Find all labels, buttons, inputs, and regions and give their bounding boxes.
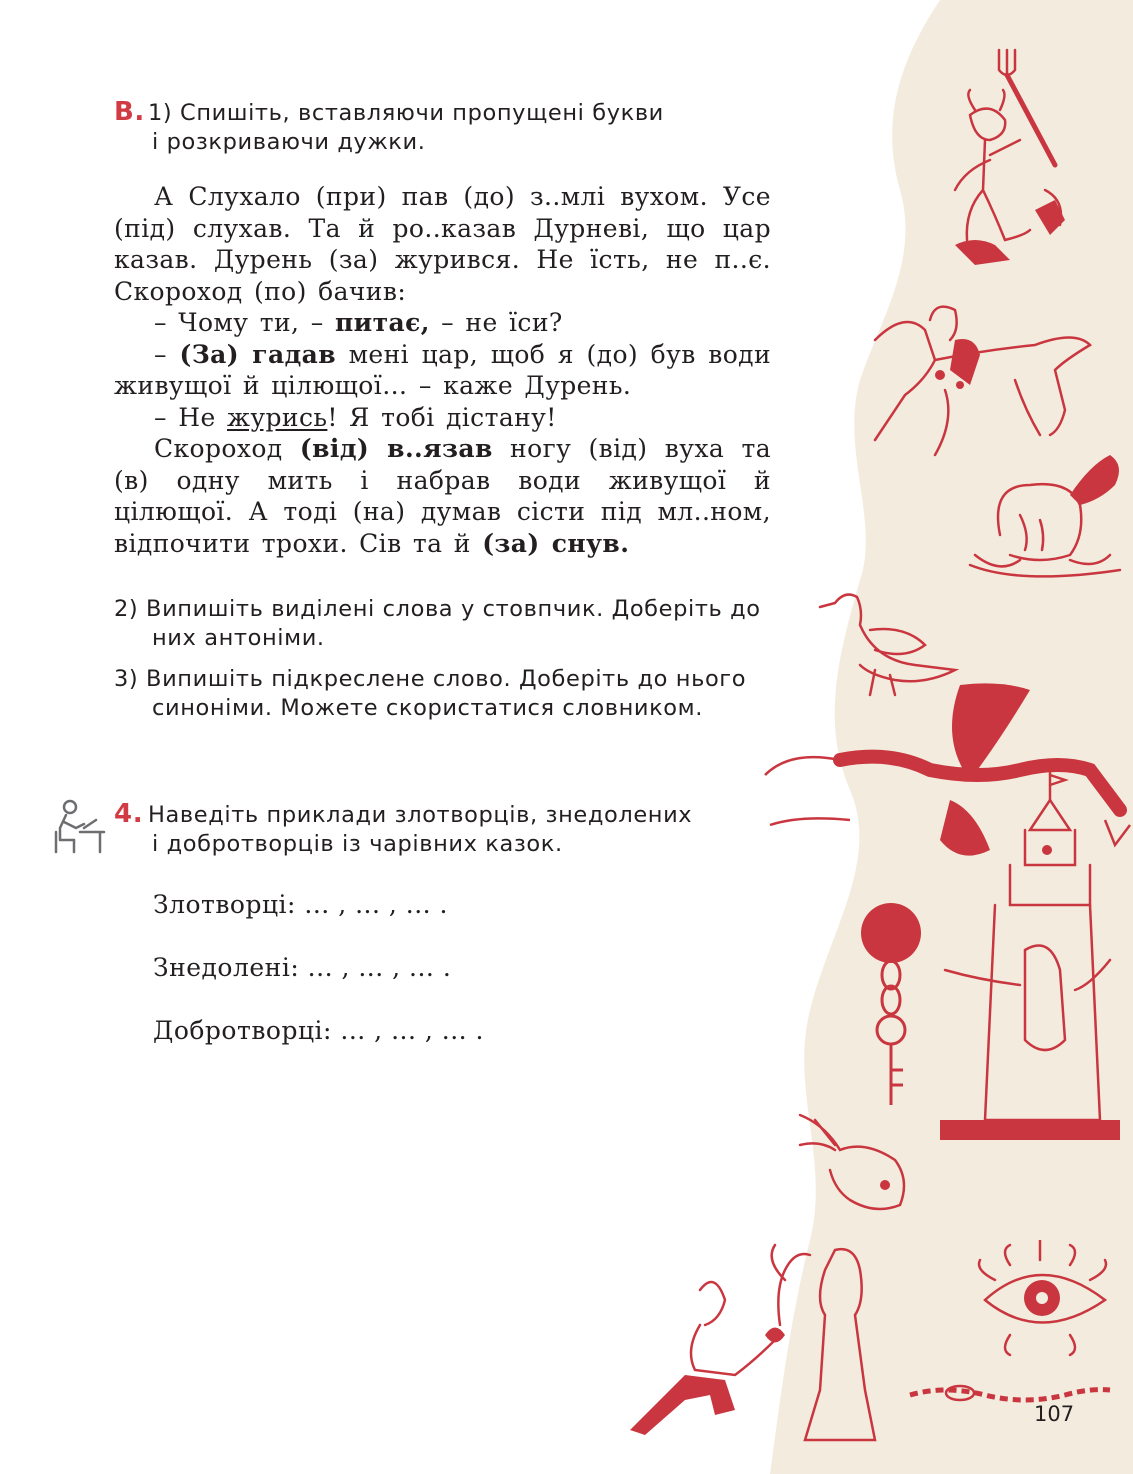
bold-word-vidviazav: (від) в..язав xyxy=(299,434,493,463)
dialogue-line-1: – Чому ти, – питає, – не їси? xyxy=(154,308,563,337)
task-4-marker: 4. xyxy=(114,799,144,829)
task-b-marker: В. xyxy=(114,97,145,127)
bold-word-pytaie: питає, xyxy=(334,308,430,337)
dialogue-line-2: – (За) гадав мені цар, щоб я (до) був води живущої й цілющої… – каже Дурень. xyxy=(114,339,772,400)
task-b-instruction xyxy=(114,98,771,157)
instruction-3: 3) Випишіть підкреслене слово. Доберіть до нього синоніми. Можете скористатися словником. xyxy=(114,666,747,721)
task-4-instruction xyxy=(114,800,771,859)
exercise-text xyxy=(114,181,771,559)
tower-with-princess-illustration xyxy=(940,770,1120,1150)
row-znedoleni: Знедолені: ... , ... , ... . xyxy=(153,953,452,982)
bold-word-zasnuv: (за) снув. xyxy=(482,528,630,558)
instruction-2: 2) Випишіть виділені слова у стовпчик. Доберіть до них антоніми. xyxy=(114,596,761,651)
underlined-word: журись xyxy=(227,402,328,432)
row-dobrotvortsi: Добротворці: ... , ... , ... . xyxy=(153,1016,484,1045)
text-paragraph-1: А Слухало (при) пав (до) з..млі вухом. Усе (під) слухав. Та й ро..казав Дурневі, що цар казав. Дурень (за) журився. Не їсть, не п..є. Скороход (по) бачив: xyxy=(114,182,771,306)
instruction-1-cont: і розкриваючи дужки. xyxy=(152,129,426,155)
page-number: 107 xyxy=(1034,1402,1075,1426)
key-on-chain-illustration xyxy=(858,900,928,1110)
instruction-1: 1) Спишіть, вставляючи пропущені букви xyxy=(148,100,664,126)
creature-in-hole-illustration xyxy=(960,445,1130,585)
eye-illustration xyxy=(970,1240,1120,1360)
bold-word-zagadav: (За) гадав xyxy=(179,339,337,369)
row-zlotvortsi: Злотворці: ... , ... , ... . xyxy=(153,890,449,919)
fish-illustration xyxy=(795,1110,915,1220)
devil-with-pitchfork-illustration xyxy=(935,40,1075,280)
horse-rider-illustration xyxy=(865,300,1105,460)
text-paragraph-2: Скороход (від) в..язав ногу (від) вуха та (в) одну мить і набрав води живущої й цілющої. А тоді (на) думав сісти під мл..ном, відпочити трохи. Сів та й (за) снув. xyxy=(114,434,771,558)
task-4-line-1: Наведіть приклади злотворців, знедолених xyxy=(148,802,693,828)
dialogue-line-3: – Не журись! Я тобі дістану! xyxy=(154,402,557,432)
student-at-desk-icon xyxy=(52,798,108,854)
kneeling-man-and-woman-illustration xyxy=(625,1240,895,1450)
task-4-line-2: і добротворців із чарівних казок. xyxy=(152,831,563,857)
snake-illustration xyxy=(905,1380,1115,1410)
